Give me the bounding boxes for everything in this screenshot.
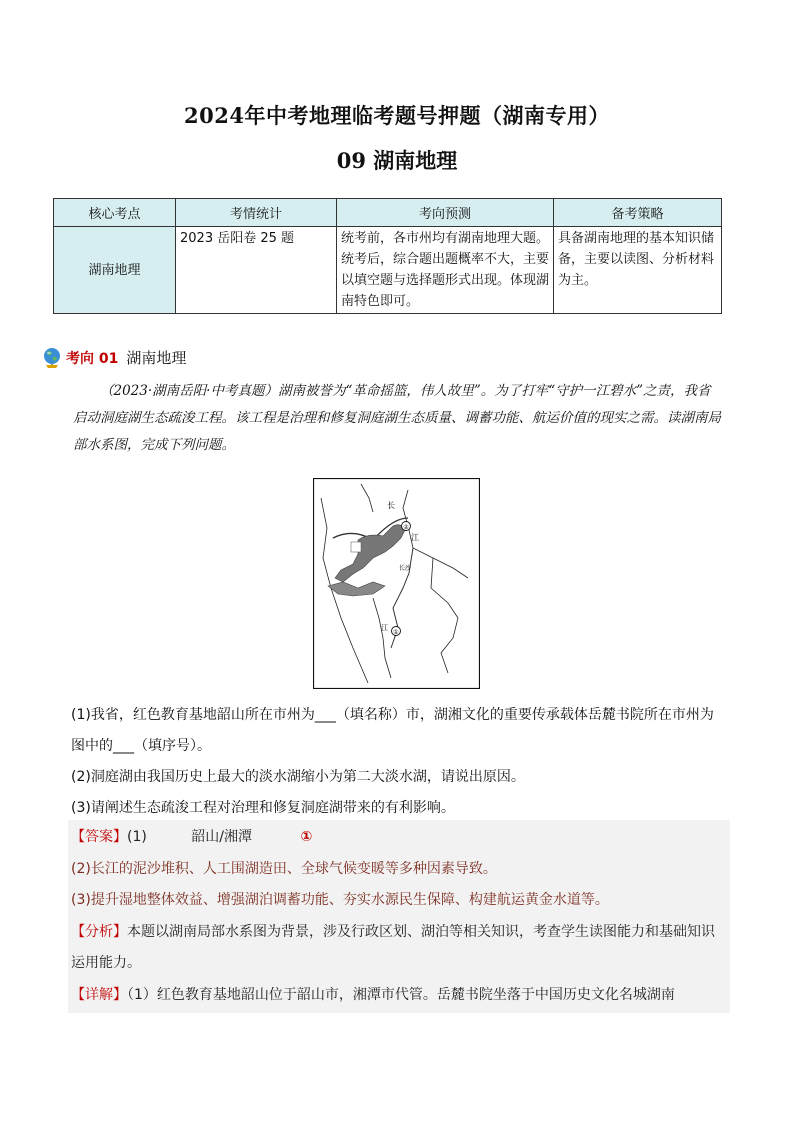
cell-core: 湖南地理: [54, 227, 176, 314]
answer-q3: (3)提升湿地整体效益、增强湖泊调蓄功能、夯实水源民生保障、构建航运黄金水道等。: [71, 892, 609, 908]
analysis-text: 本题以湖南局部水系图为背景，涉及行政区划、湖泊等相关知识，考查学生读图能力和基础知识运用能力。: [71, 923, 715, 971]
header-prediction: 考向预测: [337, 199, 554, 227]
question-2: (2)洞庭湖由我国历史上最大的淡水湖缩小为第二大淡水湖，请说出原因。: [71, 769, 525, 785]
document-title: 2024年中考地理临考题号押题（湖南专用）: [184, 103, 610, 128]
map-label-river-low: 江: [381, 624, 388, 632]
map-label-jiang: 江: [411, 533, 419, 542]
cell-stats: 2023 岳阳卷 25 题: [176, 227, 337, 314]
marker-2: ②: [403, 524, 409, 531]
cell-strategy: 具备湖南地理的基本知识储备，主要以读图、分析材料为主。: [554, 227, 722, 314]
section-tag: 考向 01: [66, 351, 119, 367]
answer-line-1: [71, 822, 727, 854]
cell-prediction: 统考前，各市州均有湖南地理大题。统考后，综合题出题概率不大，主要以填空题与选择题形式出现。体现湖南特色即可。: [337, 227, 554, 314]
question-3: (3)请阐述生态疏浚工程对治理和修复洞庭湖带来的有利影响。: [71, 800, 455, 816]
document-subtitle: 09 湖南地理: [336, 148, 458, 173]
detail-label: 【详解】: [71, 986, 127, 1003]
globe-icon: [40, 346, 64, 370]
detail-text: （1）红色教育基地韶山位于韶山市，湘潭市代管。岳麓书院坐落于中国历史文化名城湖南: [127, 986, 675, 1003]
detail: [71, 980, 727, 1012]
answer-label: 【答案】: [71, 829, 127, 845]
question-1: (1)我省，红色教育基地韶山所在市州为___（填名称）市，湖湘文化的重要传承载体岳麓书院所在市州为图中的___（填序号）。: [71, 707, 714, 754]
questions: [71, 700, 726, 824]
answer-q1-text: 韶山/湘潭: [191, 829, 253, 845]
hunan-water-system-map: [313, 478, 480, 689]
map-label-changsha: 长沙: [399, 565, 412, 572]
analysis: [71, 917, 727, 980]
answer-q1-mark: ①: [300, 829, 313, 845]
question-intro: （2023·湖南岳阳·中考真题）湖南被誉为“革命摇篮，伟人故里”。为了打牢“守护一江碧水”之责，我省启动洞庭湖生态疏浚工程。该工程是治理和修复洞庭湖生态质量、调蓄功能、航运价值的现实之需。读湖南局部水系图，完成下列问题。: [73, 383, 721, 453]
table-row: [54, 227, 722, 314]
section-heading: [40, 340, 186, 370]
header-core: 核心考点: [54, 199, 176, 227]
answer-block: [68, 820, 730, 1013]
marker-1: ①: [393, 629, 399, 636]
overview-table: [53, 198, 722, 314]
map-label-changjiang-1: 长: [387, 501, 395, 510]
answer-q1-prefix: (1): [127, 829, 147, 845]
header-strategy: 备考策略: [554, 199, 722, 227]
answer-q2: (2)长江的泥沙堆积、人工围湖造田、全球气候变暖等多种因素导致。: [71, 860, 497, 877]
analysis-label: 【分析】: [71, 923, 127, 940]
table-header-row: [54, 199, 722, 227]
header-stats: 考情统计: [176, 199, 337, 227]
section-name: 湖南地理: [126, 349, 187, 367]
